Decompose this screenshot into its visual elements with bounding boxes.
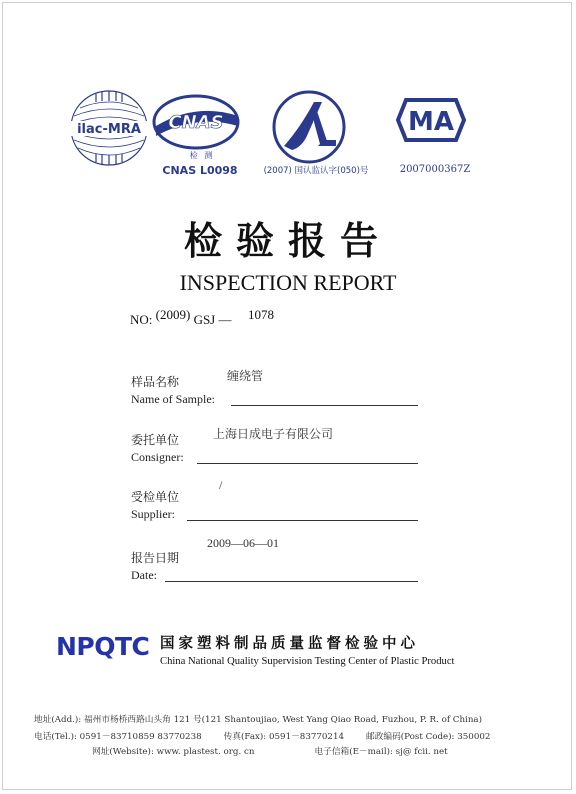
sample-label-en: Name of Sample: <box>131 392 215 406</box>
ma-logo <box>396 98 466 142</box>
report-number <box>130 307 274 328</box>
date-label-cn: 报告日期 <box>131 551 180 565</box>
report-title-cn: 检验报告 <box>183 219 392 263</box>
report-number-label: NO: <box>130 312 153 327</box>
contact-line <box>34 730 490 742</box>
report-serial: 1078 <box>248 307 274 322</box>
org-name-cn: 国家塑料制品质量监督检验中心 <box>160 636 419 652</box>
report-code: GSJ — <box>193 312 232 327</box>
cal-logo <box>270 88 348 166</box>
tel-text: 电话(Tel.): 0591－83710859 83770238 <box>34 732 202 742</box>
date-value: 2009—06—01 <box>207 536 279 550</box>
cnas-logo <box>150 92 242 154</box>
ilac-mra-text: ilac-MRA <box>77 122 141 137</box>
ma-caption: 2007000367Z <box>399 164 471 175</box>
date-underline <box>165 581 418 582</box>
cnas-text: CNAS <box>168 112 224 133</box>
sample-value: 缠绕管 <box>227 369 264 383</box>
supplier-label-en: Supplier: <box>131 507 175 521</box>
sample-underline <box>231 405 418 406</box>
org-name-en: China National Quality Supervision Testing Center of Plastic Product <box>160 656 455 667</box>
field-sample <box>131 369 421 423</box>
sample-label-cn: 样品名称 <box>131 375 180 389</box>
consigner-value: 上海日成电子有限公司 <box>213 427 334 441</box>
ilac-mra-logo <box>66 88 152 168</box>
cal-caption: (2007) 国认监认字(050)号 <box>263 166 369 176</box>
cnas-caption: 检 测 <box>189 151 215 160</box>
fax-text: 传真(Fax): 0591－83770214 <box>223 732 345 742</box>
supplier-label-cn: 受检单位 <box>131 490 180 504</box>
consigner-label-en: Consigner: <box>131 450 184 464</box>
supplier-value: / <box>219 478 223 492</box>
field-date <box>131 536 421 599</box>
report-title-en: INSPECTION REPORT <box>179 270 397 295</box>
email-text: 电子信箱(E－mail): sj@ fcii. net <box>314 747 448 757</box>
postcode-text: 邮政编码(Post Code): 350002 <box>366 732 491 742</box>
consigner-label-cn: 委托单位 <box>131 433 180 447</box>
npqtc-logo: NPQTC <box>56 632 150 661</box>
date-label-en: Date: <box>131 568 157 582</box>
field-supplier <box>131 478 421 538</box>
cnas-code: CNAS L0098 <box>162 164 238 177</box>
address-line: 地址(Add.): 福州市杨桥西路山头角 121 号(121 Shantoujiao, West Yang Qiao Road, Fuzhou, P. R. of China) <box>34 715 482 725</box>
report-year: (2009) <box>155 307 191 322</box>
web-line <box>92 745 448 757</box>
field-consigner <box>131 427 421 481</box>
website-text: 网址(Website): www. plastest. org. cn <box>92 747 255 757</box>
supplier-underline <box>187 520 418 521</box>
consigner-underline <box>197 463 418 464</box>
ma-text: MA <box>408 107 454 137</box>
